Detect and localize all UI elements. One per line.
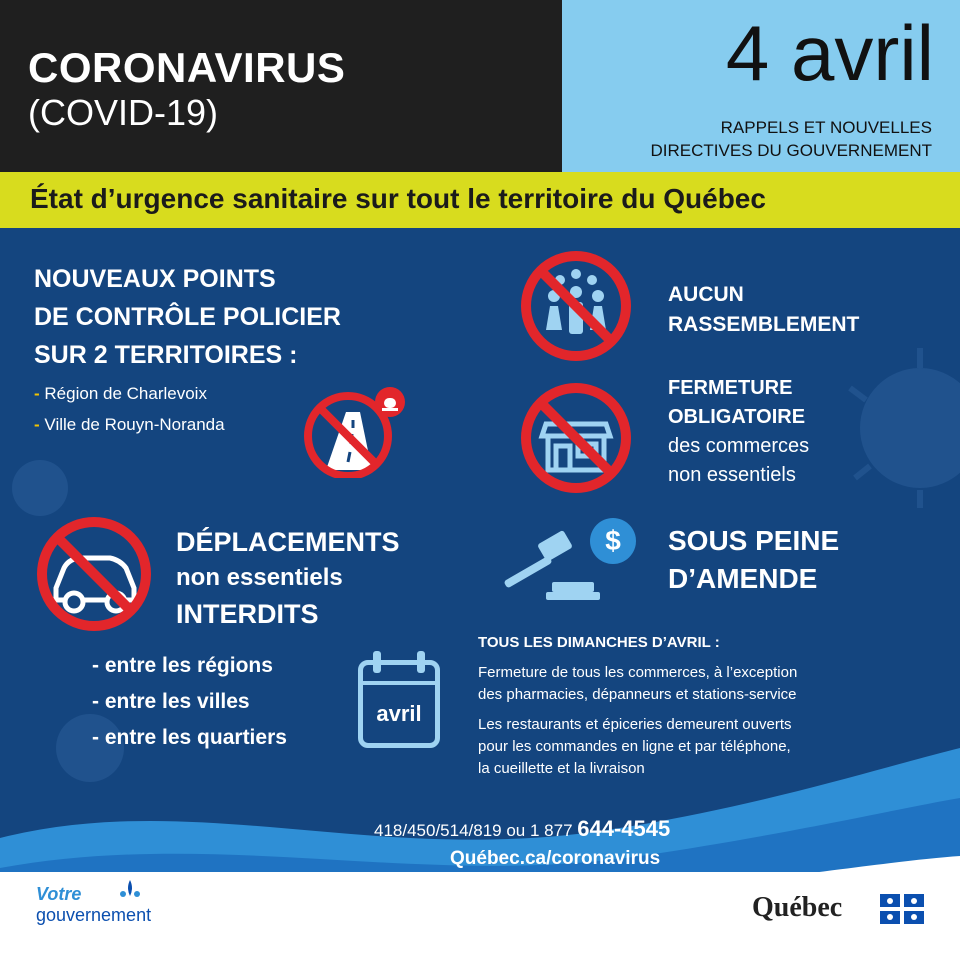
logo-gouvernement: gouvernement: [36, 905, 152, 925]
tagline-line-1: RAPPELS ET NOUVELLES: [720, 118, 932, 137]
gathering-line-1: AUCUN: [668, 283, 744, 306]
banner: [0, 172, 960, 228]
list-item-text: entre les régions: [104, 654, 273, 677]
phone-numbers: 418/450/514/819 ou 1 877: [374, 821, 573, 840]
main-panel: [0, 228, 960, 960]
sundays-p2-line-1: Les restaurants et épiceries demeurent ouverts: [478, 716, 792, 733]
tagline: [651, 118, 932, 161]
calendar-ring: [417, 651, 425, 673]
list-item: [92, 648, 287, 684]
list-item-text: Région de Charlevoix: [44, 384, 207, 403]
calendar-divider: [363, 681, 435, 685]
calendar-icon: [358, 660, 440, 748]
travel-line-2: non essentiels: [176, 564, 343, 591]
list-dash: -: [92, 654, 99, 677]
date-label: 4 avril: [725, 9, 934, 97]
calendar-ring: [373, 651, 381, 673]
closure-line-1: FERMETURE: [668, 377, 793, 399]
list-item: [34, 409, 225, 440]
list-dash: -: [92, 726, 99, 749]
travel-line-1: DÉPLACEMENTS: [176, 527, 400, 557]
sundays-p1-line-1: Fermeture de tous les commerces, à l’exception: [478, 664, 798, 681]
sundays-heading: TOUS LES DIMANCHES D’AVRIL :: [478, 634, 720, 651]
closure-line-3: des commerces: [668, 435, 810, 457]
page-title: CORONAVIRUS: [28, 44, 346, 91]
phone-main[interactable]: 644-4545: [577, 816, 671, 841]
header-title-panel: [0, 0, 562, 172]
list-item: [34, 378, 225, 409]
closure-text: [668, 374, 809, 490]
police-heading-line-2: DE CONTRÔLE POLICIER: [34, 303, 341, 331]
sundays-p2-line-2: pour les commandes en ligne et par téléphone,: [478, 738, 791, 755]
list-item-text: entre les quartiers: [104, 726, 287, 749]
quebec-wordmark: Québec: [752, 892, 843, 923]
fleur-icon: [118, 878, 142, 900]
list-item-text: entre les villes: [104, 690, 250, 713]
calendar-label: avril: [376, 701, 422, 726]
sundays-p1-line-2: des pharmacies, dépanneurs et stations-service: [478, 686, 797, 703]
sundays-section: [478, 632, 948, 780]
sundays-p2-line-3: la cueillette et la livraison: [478, 760, 645, 777]
page-subtitle: (COVID-19): [28, 92, 219, 133]
logo-votre: Votre: [36, 884, 82, 904]
contact-phones: [374, 816, 670, 842]
banner-text: État d’urgence sanitaire sur tout le territoire du Québec: [30, 183, 766, 214]
no-gathering-icon: [518, 248, 634, 364]
list-dash: -: [34, 384, 40, 403]
list-dash: -: [34, 415, 40, 434]
gathering-line-2: RASSEMBLEMENT: [668, 313, 860, 336]
list-dash: -: [92, 690, 99, 713]
quebec-flag-icon: [880, 894, 924, 924]
header-date-panel: [562, 0, 960, 172]
fine-line-1: SOUS PEINE: [668, 525, 840, 556]
police-siren-icon: [374, 386, 406, 418]
police-heading: [34, 260, 341, 374]
car-prohibited-icon: [34, 514, 154, 634]
dollar-icon: $: [590, 518, 636, 564]
fine-text: [668, 522, 839, 598]
store-closed-icon: [518, 380, 634, 496]
closure-line-4: non essentiels: [668, 464, 796, 486]
travel-line-3: INTERDITS: [176, 599, 319, 629]
list-item-text: Ville de Rouyn-Noranda: [44, 415, 225, 434]
travel-heading: [176, 524, 400, 632]
police-heading-line-1: NOUVEAUX POINTS: [34, 265, 276, 293]
list-item: [92, 720, 287, 756]
police-heading-line-3: SUR 2 TERRITOIRES :: [34, 341, 298, 369]
fine-line-2: D’AMENDE: [668, 563, 818, 594]
travel-list: [92, 648, 287, 756]
closure-line-2: OBLIGATOIRE: [668, 406, 806, 428]
list-item: [92, 684, 287, 720]
tagline-line-2: DIRECTIVES DU GOUVERNEMENT: [650, 141, 932, 160]
footer: [0, 872, 960, 960]
gathering-text: [668, 280, 859, 340]
police-territories-list: [34, 378, 225, 440]
contact-url[interactable]: Québec.ca/coronavirus: [450, 848, 661, 869]
